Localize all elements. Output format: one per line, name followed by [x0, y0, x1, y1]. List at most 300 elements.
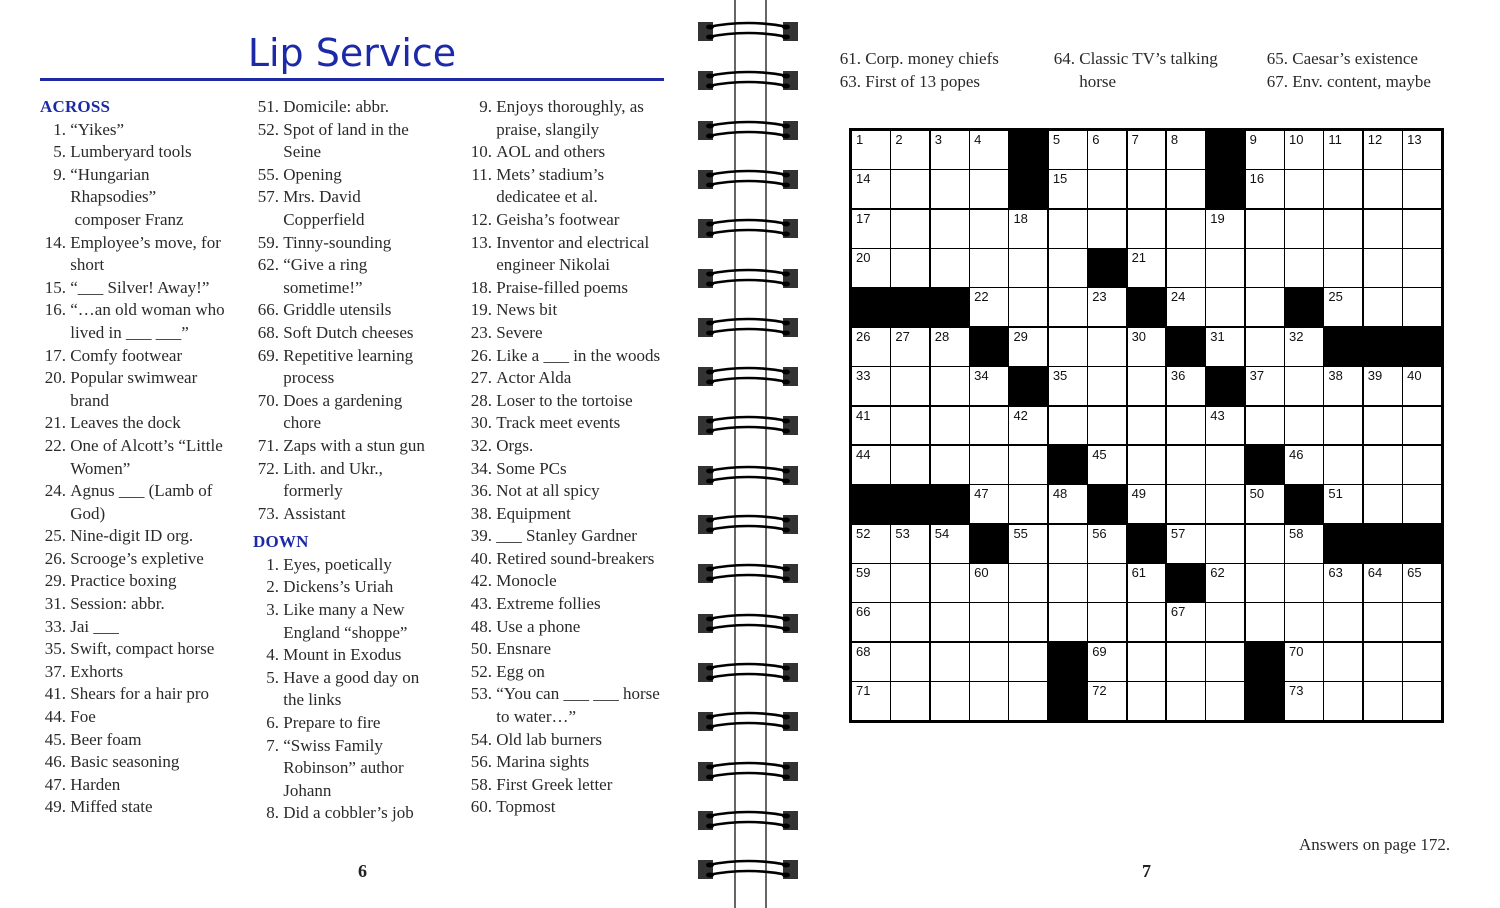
grid-cell[interactable]	[1364, 210, 1402, 248]
grid-cell[interactable]	[852, 210, 890, 248]
grid-cell-black	[1009, 131, 1047, 169]
clue-item	[466, 164, 681, 209]
grid-cell[interactable]	[1167, 525, 1205, 563]
grid-cell[interactable]	[1364, 131, 1402, 169]
crossword-grid	[849, 128, 1444, 723]
clue-item	[466, 503, 681, 526]
clue-item	[466, 480, 681, 503]
cell-number: 57	[1170, 525, 1186, 541]
across-heading: ACROSS	[40, 97, 111, 116]
grid-cell[interactable]	[1009, 485, 1047, 523]
clue-item	[40, 412, 250, 435]
grid-cell[interactable]	[1403, 643, 1441, 681]
clue-number: 62.	[257, 255, 279, 275]
grid-cell[interactable]	[1167, 407, 1205, 445]
clue-item	[466, 412, 681, 435]
grid-cell[interactable]	[1128, 446, 1166, 484]
clue-text: Popular swimwear brand	[66, 368, 198, 410]
grid-cell[interactable]	[1364, 367, 1402, 405]
grid-cell[interactable]	[1246, 131, 1284, 169]
grid-cell[interactable]	[1206, 603, 1244, 641]
grid-cell[interactable]	[1364, 170, 1402, 208]
grid-cell[interactable]	[1128, 682, 1166, 720]
grid-cell[interactable]	[891, 643, 929, 681]
grid-cell[interactable]	[1206, 564, 1244, 602]
grid-cell-black	[1285, 288, 1323, 326]
grid-cell[interactable]	[931, 328, 969, 366]
grid-cell[interactable]	[891, 564, 929, 602]
grid-cell[interactable]	[1088, 170, 1126, 208]
grid-cell[interactable]	[1285, 367, 1323, 405]
grid-cell[interactable]	[1167, 131, 1205, 169]
clue-text: ___ Stanley Gardner	[492, 526, 637, 546]
clue-text: Soft Dutch cheeses	[279, 322, 414, 342]
grid-cell[interactable]	[1009, 328, 1047, 366]
clue-item	[40, 593, 250, 616]
clue-number: 44.	[44, 707, 66, 727]
grid-cell[interactable]	[1088, 682, 1126, 720]
clue-item	[466, 683, 681, 728]
grid-cell[interactable]	[1049, 131, 1087, 169]
grid-cell-black	[1206, 367, 1244, 405]
grid-cell[interactable]	[1403, 407, 1441, 445]
grid-cell[interactable]	[1246, 603, 1284, 641]
grid-cell[interactable]	[1128, 249, 1166, 287]
grid-cell[interactable]	[1324, 367, 1362, 405]
grid-cell[interactable]	[931, 407, 969, 445]
clue-text: Exhorts	[66, 661, 124, 681]
grid-cell[interactable]	[1364, 564, 1402, 602]
clue-text: First of 13 popes	[861, 71, 980, 91]
grid-cell[interactable]	[1049, 249, 1087, 287]
grid-cell-black	[852, 288, 890, 326]
grid-cell[interactable]	[1364, 643, 1402, 681]
grid-cell[interactable]	[1364, 682, 1402, 720]
clue-number: 28.	[470, 390, 492, 410]
grid-cell[interactable]	[891, 131, 929, 169]
grid-cell[interactable]	[1324, 170, 1362, 208]
clue-item	[466, 96, 681, 141]
grid-cell[interactable]	[1088, 446, 1126, 484]
cell-number: 53	[895, 525, 910, 541]
cell-number: 37	[1249, 368, 1265, 384]
grid-cell[interactable]	[931, 603, 969, 641]
clue-text: Caesar’s existence	[1288, 49, 1418, 68]
grid-cell[interactable]	[970, 249, 1008, 287]
grid-cell[interactable]	[891, 170, 929, 208]
grid-cell-black	[1049, 682, 1087, 720]
clue-item	[466, 593, 681, 616]
grid-cell[interactable]	[1049, 170, 1087, 208]
grid-cell[interactable]	[852, 564, 890, 602]
grid-cell[interactable]	[1128, 564, 1166, 602]
clue-item	[253, 299, 463, 322]
clue-number: 47.	[44, 774, 66, 794]
grid-cell[interactable]	[1285, 131, 1323, 169]
grid-cell[interactable]	[1167, 367, 1205, 405]
grid-cell[interactable]	[970, 210, 1008, 248]
grid-cell[interactable]	[931, 564, 969, 602]
clue-item	[253, 435, 463, 458]
clue-text: Geisha’s footwear	[492, 209, 620, 229]
clue-number: 46.	[44, 752, 66, 772]
grid-cell[interactable]	[1128, 367, 1166, 405]
cell-number: 67	[1170, 604, 1186, 620]
grid-cell[interactable]	[1128, 328, 1166, 366]
grid-cell[interactable]	[1403, 446, 1441, 484]
grid-cell[interactable]	[1403, 682, 1441, 720]
grid-cell[interactable]	[931, 643, 969, 681]
grid-cell[interactable]	[1009, 446, 1047, 484]
grid-cell[interactable]	[852, 603, 890, 641]
grid-cell[interactable]	[970, 131, 1008, 169]
grid-cell[interactable]	[1009, 288, 1047, 326]
grid-cell[interactable]	[1049, 603, 1087, 641]
grid-cell[interactable]	[1364, 288, 1402, 326]
grid-cell-black	[1206, 170, 1244, 208]
grid-cell[interactable]	[1009, 525, 1047, 563]
clue-text: Retired sound-breakers	[492, 548, 655, 568]
grid-cell[interactable]	[1206, 210, 1244, 248]
clue-text: Prepare to fire	[279, 713, 381, 733]
clue-number: 30.	[470, 413, 492, 433]
grid-cell[interactable]	[1364, 446, 1402, 484]
grid-cell[interactable]	[1285, 682, 1323, 720]
grid-cell[interactable]	[1246, 170, 1284, 208]
grid-cell[interactable]	[1167, 603, 1205, 641]
grid-cell[interactable]	[852, 525, 890, 563]
cell-number: 3	[934, 132, 942, 147]
down-clue-list	[253, 554, 463, 825]
grid-cell[interactable]	[1206, 249, 1244, 287]
grid-cell[interactable]	[1128, 131, 1166, 169]
grid-cell[interactable]	[931, 525, 969, 563]
grid-cell[interactable]	[1324, 564, 1362, 602]
grid-cell[interactable]	[1049, 367, 1087, 405]
grid-cell[interactable]	[1324, 407, 1362, 445]
grid-cell[interactable]	[1324, 485, 1362, 523]
grid-cell[interactable]	[1088, 525, 1126, 563]
clue-text: Old lab burners	[492, 729, 603, 749]
grid-cell[interactable]	[970, 407, 1008, 445]
grid-cell[interactable]	[891, 367, 929, 405]
clue-item	[466, 570, 681, 593]
grid-cell[interactable]	[1285, 249, 1323, 287]
clue-text: Eyes, poetically	[279, 554, 392, 574]
grid-cell[interactable]	[1246, 249, 1284, 287]
clue-text: Griddle utensils	[279, 300, 392, 320]
grid-cell[interactable]	[1128, 485, 1166, 523]
grid-cell[interactable]	[970, 603, 1008, 641]
grid-cell[interactable]	[1049, 485, 1087, 523]
grid-cell[interactable]	[1088, 210, 1126, 248]
clue-text: Topmost	[492, 797, 556, 817]
cell-number: 27	[895, 328, 910, 344]
grid-cell[interactable]	[852, 328, 890, 366]
grid-cell-black	[1128, 525, 1166, 563]
cell-number: 38	[1328, 368, 1343, 384]
grid-cell[interactable]	[1246, 367, 1284, 405]
grid-cell[interactable]	[1049, 328, 1087, 366]
across-clue-list	[40, 119, 250, 819]
grid-cell[interactable]	[1049, 525, 1087, 563]
grid-cell[interactable]	[1246, 210, 1284, 248]
grid-cell[interactable]	[1167, 249, 1205, 287]
cell-number: 52	[856, 525, 871, 541]
clue-number: 1.	[266, 554, 279, 574]
grid-cell[interactable]	[852, 367, 890, 405]
clue-item	[466, 299, 681, 322]
cell-number: 17	[856, 210, 871, 226]
clue-number: 69.	[257, 345, 279, 365]
cell-number: 48	[1052, 486, 1068, 502]
clue-text: Does a gardening chore	[279, 390, 403, 433]
clue-text: Like a ___ in the woods	[492, 345, 661, 365]
clue-text: Did a cobbler’s job	[279, 803, 414, 823]
grid-cell[interactable]	[1167, 643, 1205, 681]
grid-cell[interactable]	[1009, 682, 1047, 720]
grid-cell[interactable]	[970, 643, 1008, 681]
grid-cell[interactable]	[1285, 328, 1323, 366]
grid-cell[interactable]	[1167, 682, 1205, 720]
grid-cell[interactable]	[1403, 288, 1441, 326]
grid-cell[interactable]	[1128, 643, 1166, 681]
clue-number: 15.	[44, 277, 66, 297]
grid-cell[interactable]	[1049, 210, 1087, 248]
grid-cell[interactable]	[931, 446, 969, 484]
clue-number: 53.	[470, 684, 492, 704]
grid-cell[interactable]	[1246, 288, 1284, 326]
clue-item	[835, 71, 1045, 94]
grid-cell[interactable]	[1364, 603, 1402, 641]
grid-cell[interactable]	[931, 682, 969, 720]
grid-cell[interactable]	[1088, 288, 1126, 326]
grid-cell[interactable]	[970, 446, 1008, 484]
grid-cell[interactable]	[1128, 603, 1166, 641]
clue-item	[466, 638, 681, 661]
grid-cell[interactable]	[1167, 446, 1205, 484]
grid-cell[interactable]	[1049, 288, 1087, 326]
grid-cell[interactable]	[970, 288, 1008, 326]
grid-cell[interactable]	[1324, 643, 1362, 681]
grid-cell[interactable]	[970, 485, 1008, 523]
grid-cell[interactable]	[1246, 485, 1284, 523]
grid-cell[interactable]	[1403, 249, 1441, 287]
grid-cell[interactable]	[1403, 603, 1441, 641]
cell-number: 33	[856, 368, 871, 384]
cell-number: 51	[1328, 486, 1343, 502]
grid-cell[interactable]	[891, 446, 929, 484]
clue-text: Mrs. David Copperfield	[279, 187, 365, 229]
grid-cell[interactable]	[970, 367, 1008, 405]
cell-number: 35	[1052, 368, 1068, 384]
grid-cell[interactable]	[1206, 682, 1244, 720]
grid-cell[interactable]	[1324, 210, 1362, 248]
grid-cell[interactable]	[1009, 643, 1047, 681]
grid-cell[interactable]	[852, 407, 890, 445]
grid-cell[interactable]	[852, 249, 890, 287]
clue-number: 23.	[470, 322, 492, 342]
clue-text: Employee’s move, for short	[66, 232, 221, 275]
grid-cell[interactable]	[1403, 564, 1441, 602]
grid-cell[interactable]	[1324, 249, 1362, 287]
grid-cell[interactable]	[1206, 525, 1244, 563]
grid-cell[interactable]	[1324, 682, 1362, 720]
grid-cell[interactable]	[931, 170, 969, 208]
grid-cell[interactable]	[1088, 564, 1126, 602]
grid-cell[interactable]	[1364, 407, 1402, 445]
grid-cell[interactable]	[1324, 446, 1362, 484]
grid-cell[interactable]	[1206, 407, 1244, 445]
grid-cell-black	[1009, 170, 1047, 208]
grid-cell[interactable]	[1285, 525, 1323, 563]
clue-number: 18.	[470, 277, 492, 297]
clue-text: “…an old woman who lived in ___ ___”	[66, 300, 225, 342]
grid-cell[interactable]	[1246, 328, 1284, 366]
grid-cell[interactable]	[1206, 328, 1244, 366]
grid-cell[interactable]	[1128, 210, 1166, 248]
clue-number: 10.	[470, 142, 492, 162]
grid-cell[interactable]	[970, 170, 1008, 208]
grid-cell[interactable]	[1088, 603, 1126, 641]
clue-text: Extreme follies	[492, 594, 601, 614]
grid-cell[interactable]	[1403, 485, 1441, 523]
grid-cell[interactable]	[852, 643, 890, 681]
grid-cell[interactable]	[1049, 407, 1087, 445]
cell-number: 42	[1013, 407, 1028, 423]
clue-item	[40, 345, 250, 368]
grid-cell[interactable]	[1324, 131, 1362, 169]
grid-cell[interactable]	[1285, 170, 1323, 208]
clue-number: 27.	[470, 368, 492, 388]
grid-cell[interactable]	[1009, 407, 1047, 445]
grid-cell[interactable]	[931, 367, 969, 405]
clue-text: Some PCs	[492, 458, 567, 478]
grid-cell[interactable]	[1009, 249, 1047, 287]
clue-number: 21.	[44, 413, 66, 433]
clue-item	[466, 729, 681, 752]
grid-cell[interactable]	[1324, 603, 1362, 641]
grid-cell[interactable]	[1128, 407, 1166, 445]
clue-item	[253, 735, 463, 803]
grid-cell[interactable]	[891, 603, 929, 641]
grid-cell[interactable]	[891, 407, 929, 445]
clue-number: 56.	[470, 752, 492, 772]
grid-cell[interactable]	[1285, 603, 1323, 641]
clue-text: Session: abbr.	[66, 594, 165, 614]
clue-number: 52.	[257, 119, 279, 139]
clue-item	[253, 345, 463, 390]
clue-number: 52.	[470, 661, 492, 681]
grid-cell-black	[891, 288, 929, 326]
grid-cell[interactable]	[1246, 525, 1284, 563]
clue-number: 9.	[479, 97, 492, 116]
grid-cell[interactable]	[1403, 210, 1441, 248]
grid-cell[interactable]	[1088, 131, 1126, 169]
grid-cell[interactable]	[1128, 170, 1166, 208]
grid-cell[interactable]	[1088, 328, 1126, 366]
grid-cell[interactable]	[931, 131, 969, 169]
clue-text: Severe	[492, 322, 543, 342]
grid-cell[interactable]	[1049, 564, 1087, 602]
grid-cell[interactable]	[1285, 210, 1323, 248]
grid-cell[interactable]	[1088, 643, 1126, 681]
grid-cell[interactable]	[852, 170, 890, 208]
grid-cell[interactable]	[1167, 288, 1205, 326]
clue-item	[253, 119, 463, 164]
grid-cell[interactable]	[891, 210, 929, 248]
grid-cell[interactable]	[891, 525, 929, 563]
cell-number: 5	[1052, 132, 1061, 147]
cell-number: 41	[856, 407, 871, 423]
grid-cell[interactable]	[1403, 367, 1441, 405]
page-number-right: 7	[1142, 861, 1151, 881]
grid-cell[interactable]	[970, 682, 1008, 720]
grid-cell[interactable]	[1206, 288, 1244, 326]
clue-text: Leaves the dock	[66, 413, 181, 433]
grid-cell[interactable]	[1206, 446, 1244, 484]
grid-cell[interactable]	[891, 328, 929, 366]
grid-cell[interactable]	[1246, 407, 1284, 445]
grid-cell[interactable]	[891, 682, 929, 720]
grid-cell[interactable]	[1206, 643, 1244, 681]
down-clue-list-top-3	[1262, 48, 1472, 93]
grid-cell[interactable]	[931, 249, 969, 287]
grid-cell[interactable]	[1088, 407, 1126, 445]
cell-number: 73	[1289, 683, 1304, 699]
clue-number: 24.	[44, 481, 66, 501]
grid-cell[interactable]	[1167, 170, 1205, 208]
grid-cell[interactable]	[1285, 564, 1323, 602]
clue-item	[253, 322, 463, 345]
grid-cell-black	[1206, 131, 1244, 169]
cell-number: 6	[1092, 132, 1100, 147]
clue-column-1	[40, 96, 250, 819]
clue-number: 57.	[257, 187, 279, 207]
grid-cell[interactable]	[1206, 485, 1244, 523]
clue-item	[466, 345, 681, 368]
grid-cell[interactable]	[1167, 210, 1205, 248]
grid-cell[interactable]	[891, 249, 929, 287]
grid-cell[interactable]	[931, 210, 969, 248]
grid-cell[interactable]	[970, 564, 1008, 602]
grid-cell[interactable]	[1009, 564, 1047, 602]
clue-number: 58.	[470, 774, 492, 794]
grid-cell[interactable]	[1285, 407, 1323, 445]
clue-item	[40, 616, 250, 639]
clue-text: Monocle	[492, 571, 557, 591]
grid-cell[interactable]	[1285, 643, 1323, 681]
grid-cell[interactable]	[852, 682, 890, 720]
clue-number: 59.	[257, 232, 279, 252]
down-clue-list-top-1	[835, 48, 1045, 93]
grid-cell[interactable]	[1364, 249, 1402, 287]
grid-cell[interactable]	[852, 131, 890, 169]
grid-cell[interactable]	[1009, 210, 1047, 248]
grid-cell[interactable]	[1285, 446, 1323, 484]
grid-cell[interactable]	[852, 446, 890, 484]
grid-cell[interactable]	[1088, 367, 1126, 405]
grid-cell[interactable]	[1009, 603, 1047, 641]
grid-cell[interactable]	[1403, 131, 1441, 169]
grid-cell[interactable]	[1364, 485, 1402, 523]
grid-cell[interactable]	[1403, 170, 1441, 208]
grid-cell[interactable]	[1167, 485, 1205, 523]
clue-item	[40, 706, 250, 729]
clue-number: 71.	[257, 435, 279, 455]
grid-cell[interactable]	[1324, 288, 1362, 326]
grid-cell[interactable]	[1246, 564, 1284, 602]
